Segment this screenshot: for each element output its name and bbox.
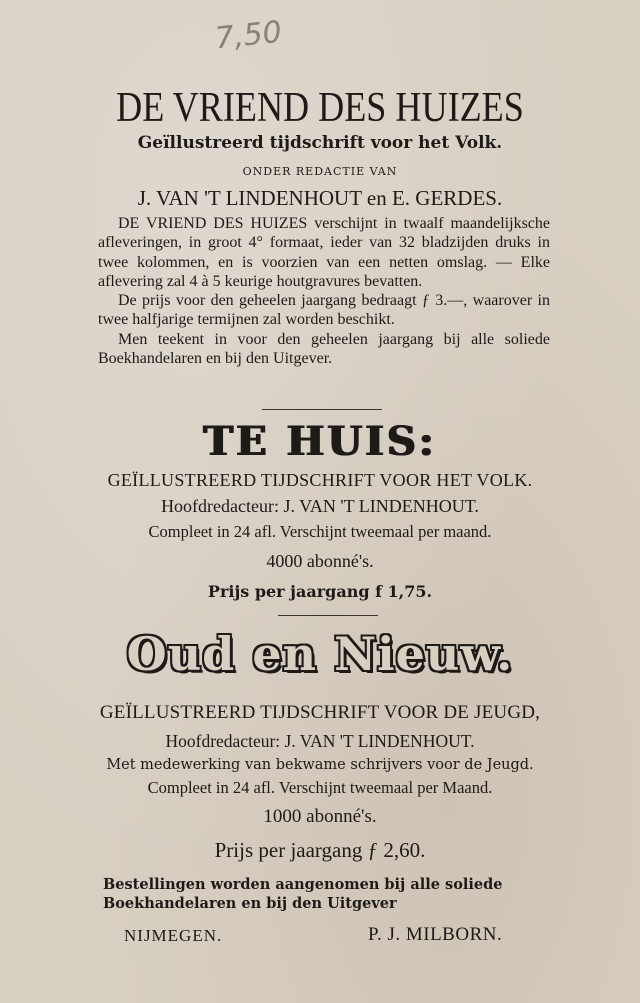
orders-notice: Bestellingen worden aangenomen bij alle soliede Boekhandelaren en bij den Uitgever <box>103 876 503 912</box>
te-huis-title <box>0 418 640 465</box>
oud-en-nieuw-subtitle: GEÏLLUSTREERD TIJDSCHRIFT VOOR DE JEUGD, <box>99 702 541 723</box>
vriend-paragraph-1: DE VRIEND DES HUIZES verschijnt in twaalf maandelijksche afleveringen, in groot 4° formaat, ieder van 32 bladzijden druks in twee kolommen, en is voorzien van een netten omslag. — Elke aflevering zal 4 à 5 keurige houtgravures bevatten. <box>98 215 550 290</box>
vriend-redactie: ONDER REDACTIE VAN <box>242 165 398 178</box>
te-huis-subscribers: 4000 abonné's. <box>266 551 374 571</box>
vriend-editors: J. VAN 'T LINDENHOUT en E. GERDES. <box>137 186 503 210</box>
vriend-title: DE VRIEND DES HUIZES <box>116 85 524 131</box>
te-huis-editor: Hoofdredacteur: J. VAN 'T LINDENHOUT. <box>161 496 479 516</box>
vriend-description <box>98 214 550 368</box>
footer-city: NIJMEGEN. <box>124 926 223 945</box>
vriend-paragraph-3: Men teekent in voor den geheelen jaargang bij alle soliede Boekhandelaren en bij den Uitgever. <box>98 330 550 368</box>
oud-en-nieuw-price: Prijs per jaargang ƒ 2,60. <box>214 838 426 862</box>
oud-en-nieuw-subscribers: 1000 abonné's. <box>263 806 377 827</box>
oud-en-nieuw-contributors: Met medewerking van bekwame schrijvers voor de Jeugd. <box>106 757 534 773</box>
vriend-subtitle: Geïllustreerd tijdschrift voor het Volk. <box>137 133 503 153</box>
handwritten-note: 7,50 <box>213 14 284 57</box>
footer-publisher: P. J. MILBORN. <box>368 924 503 945</box>
te-huis-schedule: Compleet in 24 afl. Verschijnt tweemaal per maand. <box>148 522 492 541</box>
te-huis-title-text: TE HUIS: <box>203 418 437 465</box>
oud-en-nieuw-schedule: Compleet in 24 afl. Verschijnt tweemaal per Maand. <box>147 778 493 797</box>
oud-en-nieuw-title: Oud en Nieuw. <box>126 627 514 681</box>
te-huis-subtitle: GEÏLLUSTREERD TIJDSCHRIFT VOOR HET VOLK. <box>107 470 533 490</box>
vriend-paragraph-2: De prijs voor den geheelen jaargang bedraagt ƒ 3.—, waarover in twee halfjarige termijnen zal worden beschikt. <box>98 292 550 329</box>
oud-en-nieuw-editor: Hoofdredacteur: J. VAN 'T LINDENHOUT. <box>165 731 475 751</box>
te-huis-price: Prijs per jaargang f 1,75. <box>207 582 433 601</box>
divider <box>278 615 378 616</box>
divider <box>262 409 382 410</box>
